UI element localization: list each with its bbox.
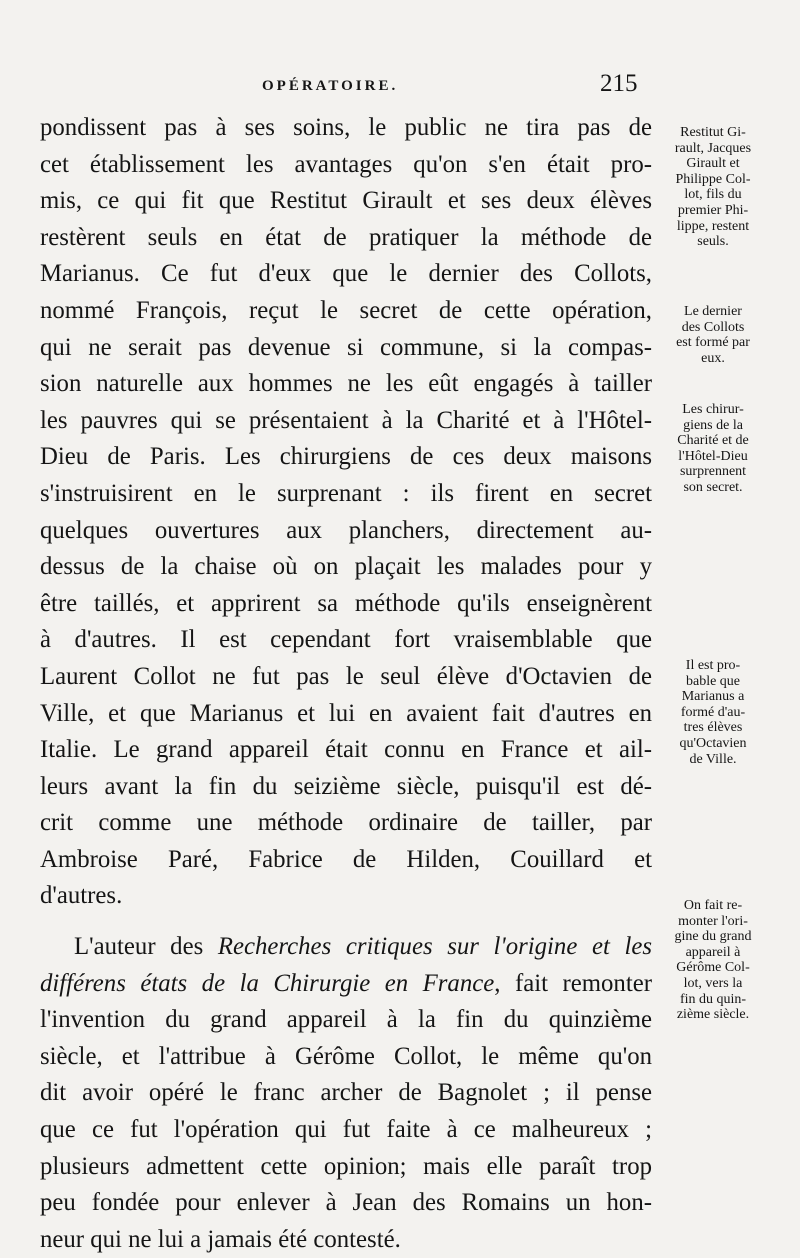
note-line: giens de la: [683, 417, 743, 433]
text-line: pondissent pas à ses soins, le public ne tira pas de: [40, 114, 652, 141]
note-line: gine du grand: [674, 929, 752, 945]
text-line: sion naturelle aux hommes ne les eût engagés à tailler: [40, 370, 652, 398]
text-line: crit comme une méthode ordinaire de tailler, par: [40, 809, 652, 837]
text-line: Marianus. Ce fut d'eux que le dernier des Collots,: [40, 260, 652, 288]
note-line: appareil à: [685, 944, 741, 960]
note-line: formé d'au-: [680, 704, 746, 720]
note-line: lippe, restent: [676, 218, 750, 234]
note-line: lot, fils du: [684, 187, 742, 203]
text-line: à d'autres. Il est cependant fort vraisemblable que: [40, 626, 652, 654]
note-line: qu'Octavien: [679, 735, 747, 751]
text-line: restèrent seuls en état de pratiquer la méthode de: [40, 223, 652, 251]
note-line: Le dernier: [684, 304, 742, 319]
note-line: seuls.: [697, 234, 729, 250]
note-line: On fait re-: [683, 898, 743, 913]
note-line: lot, vers la: [683, 975, 743, 991]
note-line: son secret.: [683, 479, 743, 495]
text-line: les pauvres qui se présentaient à la Charité et à l'Hôtel-: [40, 406, 652, 434]
margin-note-1: [657, 125, 769, 250]
text-line: neur qui ne lui a jamais été contesté.: [40, 1225, 401, 1253]
text-line: [40, 929, 652, 966]
book-title-italic: Recherches critiques sur l'origine et les: [217, 933, 653, 961]
text-line: siècle, et l'attribue à Gérôme Collot, le même qu'on: [40, 1042, 652, 1070]
note-line: Il est pro-: [685, 658, 741, 673]
paragraph-1: [40, 110, 652, 915]
text-line: nommé François, reçut le secret de cette opération,: [40, 296, 652, 324]
text-line: dit avoir opéré le franc archer de Bagnolet ; il pense: [40, 1079, 652, 1107]
note-line: Les chirur-: [682, 402, 744, 417]
note-line: premier Phi-: [677, 202, 749, 218]
running-header: OPÉRATOIRE.: [262, 78, 399, 94]
text-line: Italie. Le grand appareil était connu en France et ail-: [40, 736, 652, 764]
margin-note-2: [657, 304, 769, 366]
main-text: [40, 110, 652, 1258]
note-line: de Ville.: [689, 751, 737, 767]
text-run: L'auteur des: [74, 933, 218, 961]
text-run: , fait remonter: [494, 969, 652, 997]
text-line: Ville, et que Marianus et lui en avaient fait d'autres en: [40, 699, 652, 727]
note-line: Marianus a: [681, 689, 745, 705]
text-line: qui ne serait pas devenue si commune, si la compas-: [40, 333, 652, 361]
text-line: Laurent Collot ne fut pas le seul élève d'Octavien de: [40, 662, 652, 690]
text-line: être taillés, et apprirent sa méthode qu'ils enseignèrent: [40, 589, 652, 617]
note-line: eux.: [701, 350, 725, 366]
note-line: Charité et de: [677, 433, 749, 449]
text-line: Ambroise Paré, Fabrice de Hilden, Couillard et: [40, 845, 652, 873]
margin-note-4: [657, 658, 769, 767]
text-line: mis, ce qui fit que Restitut Girault et ses deux élèves: [40, 187, 652, 215]
note-line: est formé par: [676, 335, 750, 351]
note-line: Gérôme Col-: [676, 960, 750, 976]
text-line: que ce fut l'opération qui fut faite à ce malheureux ;: [40, 1116, 652, 1144]
text-line: peu fondée pour enlever à Jean des Romains un hon-: [40, 1189, 652, 1217]
note-line: Philippe Col-: [675, 171, 751, 187]
text-line: Dieu de Paris. Les chirurgiens de ces deux maisons: [40, 443, 652, 471]
text-line: leurs avant la fin du seizième siècle, puisqu'il est dé-: [40, 772, 652, 800]
text-line: [40, 966, 652, 1003]
book-title-italic: différens états de la Chirurgie en France: [40, 969, 495, 997]
note-line: tres élèves: [683, 720, 743, 736]
margin-note-5: [657, 898, 769, 1023]
paragraph-2: [40, 929, 652, 1258]
note-line: bable que: [685, 673, 741, 689]
note-line: zième siècle.: [676, 1007, 750, 1023]
page-number: 215: [600, 70, 638, 97]
margin-note-3: [657, 402, 769, 496]
text-line: s'instruisirent en le surprenant : ils firent en secret: [40, 479, 652, 507]
note-line: rault, Jacques: [674, 140, 752, 156]
text-line: cet établissement les avantages qu'on s'en était pro-: [40, 150, 652, 178]
text-line: quelques ouvertures aux planchers, directement au-: [40, 516, 652, 544]
note-line: fin du quin-: [679, 991, 747, 1007]
note-line: monter l'ori-: [678, 913, 748, 929]
note-line: Girault et: [686, 156, 740, 172]
paragraph-gap: [40, 915, 652, 929]
note-line: l'Hôtel-Dieu: [678, 448, 748, 464]
note-line: surprennent: [679, 464, 747, 480]
text-line: l'invention du grand appareil à la fin du quinzième: [40, 1006, 652, 1034]
text-line: dessus de la chaise où on plaçait les malades pour y: [40, 553, 652, 581]
text-line: d'autres.: [40, 882, 123, 910]
note-line: des Collots: [681, 319, 745, 335]
note-line: Restitut Gi-: [680, 125, 746, 140]
text-line: plusieurs admettent cette opinion; mais elle paraît trop: [40, 1152, 652, 1180]
